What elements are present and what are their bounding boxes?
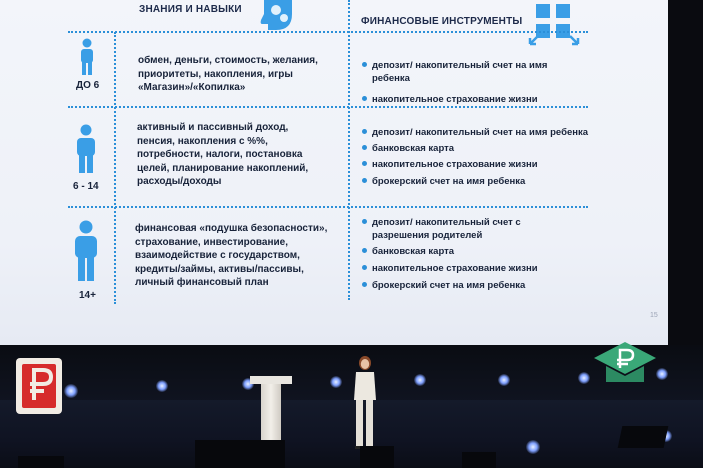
tool-2-2: банковская карта [372, 143, 455, 154]
ruble-sign-logo [14, 356, 64, 418]
skills-row-1: обмен, деньги, стоимость, желания, приоритеты, накопления, игры «Магазин»/«Копилка» [138, 55, 318, 93]
column-divider-left [114, 32, 116, 304]
age-label-1: ДО 6 [76, 80, 100, 91]
graduation-cap-ruble-logo [592, 338, 658, 390]
tool-3-4: брокерский счет на имя ребенка [372, 280, 526, 291]
bullet [362, 62, 367, 67]
child-figure-large-icon [72, 220, 100, 282]
bullet [362, 145, 367, 150]
stage-light [498, 374, 510, 386]
bullet [362, 161, 367, 166]
stage-light [526, 440, 540, 454]
tool-2-3: накопительное страхование жизни [372, 159, 538, 170]
column-divider-right [348, 0, 350, 300]
bullet [362, 129, 367, 134]
bullet [362, 265, 367, 270]
tool-3-1: депозит/ накопительный счет с разрешения родителей [372, 217, 521, 241]
podium [261, 384, 281, 442]
screen-frame [668, 0, 703, 360]
tool-2-1: депозит/ накопительный счет на имя ребенка [372, 127, 588, 138]
skills-row-2: активный и пассивный доход, пенсия, накопления с %%, потребности, налоги, постановка целей, планирование накоплений, расходы/доходы [137, 122, 309, 187]
age-label-3: 14+ [79, 290, 96, 301]
header-divider [68, 31, 588, 33]
tool-3-3: накопительное страхование жизни [372, 263, 538, 274]
bullet [362, 248, 367, 253]
child-figure-medium-icon [74, 124, 98, 174]
tool-2-4: брокерский счет на имя ребенка [372, 176, 526, 187]
stage-light [330, 376, 342, 388]
bullet [362, 178, 367, 183]
header-tools: ФИНАНСОВЫЕ ИНСТРУМЕНТЫ [361, 16, 523, 27]
podium-top [250, 376, 292, 384]
head-gears-icon [256, 0, 300, 34]
stage-monitor [618, 426, 669, 448]
stage-monitor [462, 452, 496, 468]
puzzle-arrows-icon [526, 0, 582, 48]
stage-light [414, 374, 426, 386]
child-figure-small-icon [78, 38, 96, 76]
stage-monitor [360, 446, 394, 468]
bullet [362, 219, 367, 224]
stage-light [64, 384, 78, 398]
age-label-2: 6 - 14 [73, 181, 99, 192]
stage-monitor [195, 440, 285, 468]
row-divider-2 [68, 206, 588, 208]
bullet [362, 96, 367, 101]
stage-light [156, 380, 168, 392]
tool-1-2: накопительное страхование жизни [372, 94, 538, 105]
skills-row-3: финансовая «подушка безопасности», страхование, инвестирование, взаимодействие с государством, кредиты/займы, активы/пассивы, личный финансовый план [135, 223, 328, 288]
tool-1-1: депозит/ накопительный счет на имя ребенка [372, 60, 548, 84]
bullet [362, 282, 367, 287]
slide-page-number: 15 [650, 312, 658, 319]
stage-monitor [18, 456, 64, 468]
stage-light [578, 372, 590, 384]
header-skills: ЗНАНИЯ И НАВЫКИ [139, 4, 242, 15]
speaker-person [348, 354, 382, 450]
tool-3-2: банковская карта [372, 246, 455, 257]
